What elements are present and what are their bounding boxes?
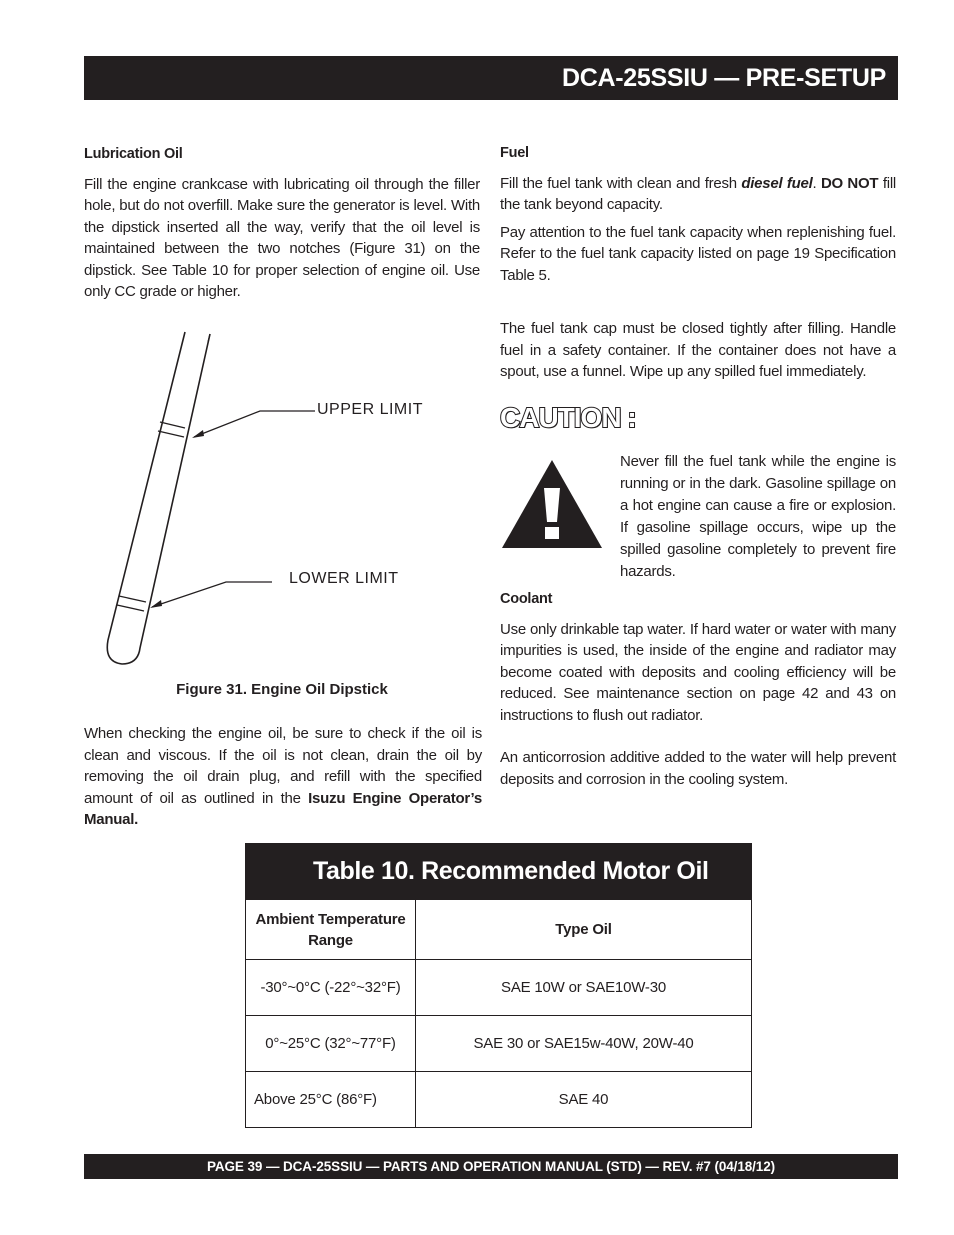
page-footer: PAGE 39 — DCA-25SSIU — PARTS AND OPERATION MANUAL (STD) — REV. #7 (04/18/12) <box>84 1154 898 1179</box>
oil-cell: SAE 30 or SAE15w-40W, 20W-40 <box>416 1016 752 1072</box>
fuel-paragraph-3: The fuel tank cap must be closed tightly after filling. Handle fuel in a safety container. If the container does not have a spout, use a funnel. Wipe up any spilled fuel immediately. <box>500 320 896 380</box>
fuel-p1-end: fill the tank beyond capacity. <box>500 174 896 213</box>
table-title: Table 10. Recommended Motor Oil <box>245 843 752 899</box>
oil-check-text: When checking the engine oil, be sure to check if the oil is clean and viscous. If the oil is not clean, drain the oil by removing the oil drain plug, and refill with the specified amount of oil as outlined in the <box>84 725 482 807</box>
right-column <box>500 143 896 383</box>
fuel-do-not: DO NOT <box>820 174 879 192</box>
table-row <box>246 1072 752 1128</box>
fuel-paragraph-2: Pay attention to the fuel tank capacity when replenishing fuel. Refer to the fuel tank capacity listed on page 19 Specification Table 5. <box>500 223 896 284</box>
table-row <box>246 960 752 1016</box>
col-header-temperature: Ambient Temperature Range <box>246 900 416 960</box>
left-column <box>84 144 480 303</box>
page-title: DCA-25SSIU — PRE-SETUP <box>84 56 898 100</box>
fuel-p1-text: Fill the fuel tank with clean and fresh <box>500 174 742 192</box>
dipstick-illustration <box>100 330 460 670</box>
upper-limit-label: UPPER LIMIT <box>317 401 423 418</box>
caution-title: CAUTION : <box>500 402 636 433</box>
motor-oil-table <box>245 843 752 1128</box>
fuel-paragraph-1 <box>500 173 896 216</box>
temp-cell: -30°~0°C (-22°~32°F) <box>246 960 416 1016</box>
oil-check-manual-ref: Isuzu Engine Operator’s Manual. <box>84 789 482 828</box>
caution-text: Never fill the fuel tank while the engine is running or in the dark. Gasoline spillage on a hot engine can cause a fire or explosion. If gasoline spillage occurs, wipe up the spilled gasoline completely to prevent fire hazards. <box>620 453 896 580</box>
coolant-heading: Coolant <box>500 591 553 607</box>
temp-cell: 0°~25°C (32°~77°F) <box>246 1016 416 1072</box>
fuel-heading: Fuel <box>500 145 529 161</box>
oil-check-block <box>84 723 482 831</box>
table-row <box>246 1016 752 1072</box>
coolant-paragraph-1: Use only drinkable tap water. If hard water or water with many impurities is used, the inside of the engine and radiator may become coated with deposits and cooling efficiency will be reduced. See maintenance section on page 42 and 43 on instructions to flush out radiator. <box>500 620 896 724</box>
oil-table-grid <box>245 899 752 1128</box>
dipstick-figure <box>100 330 460 670</box>
fuel-p1-sep: . <box>812 174 821 192</box>
coolant-paragraph-2: An anticorrosion additive added to the water will help prevent deposits and corrosion in the cooling system. <box>500 749 896 788</box>
col-header-type-oil: Type Oil <box>416 900 752 960</box>
oil-cell: SAE 10W or SAE10W-30 <box>416 960 752 1016</box>
lubrication-heading: Lubrication Oil <box>84 146 183 162</box>
lower-limit-label: LOWER LIMIT <box>289 570 399 587</box>
figure-caption: Figure 31. Engine Oil Dipstick <box>176 681 388 698</box>
lubrication-text: Fill the engine crankcase with lubricating oil through the filler hole, but do not overfill. Make sure the generator is level. With the dipstick inserted all the way, verify that the oil level is maintained between the two notches (Figure 31) on the dipstick. See Table 10 for proper selection of engine oil. Use only CC grade or higher. <box>84 175 480 300</box>
warning-exclamation-icon <box>500 458 604 550</box>
table-header-row <box>246 900 752 960</box>
fuel-diesel-emphasis: diesel fuel <box>741 174 813 192</box>
coolant-block <box>500 589 896 790</box>
oil-cell: SAE 40 <box>416 1072 752 1128</box>
temp-cell: Above 25°C (86°F) <box>246 1072 416 1128</box>
